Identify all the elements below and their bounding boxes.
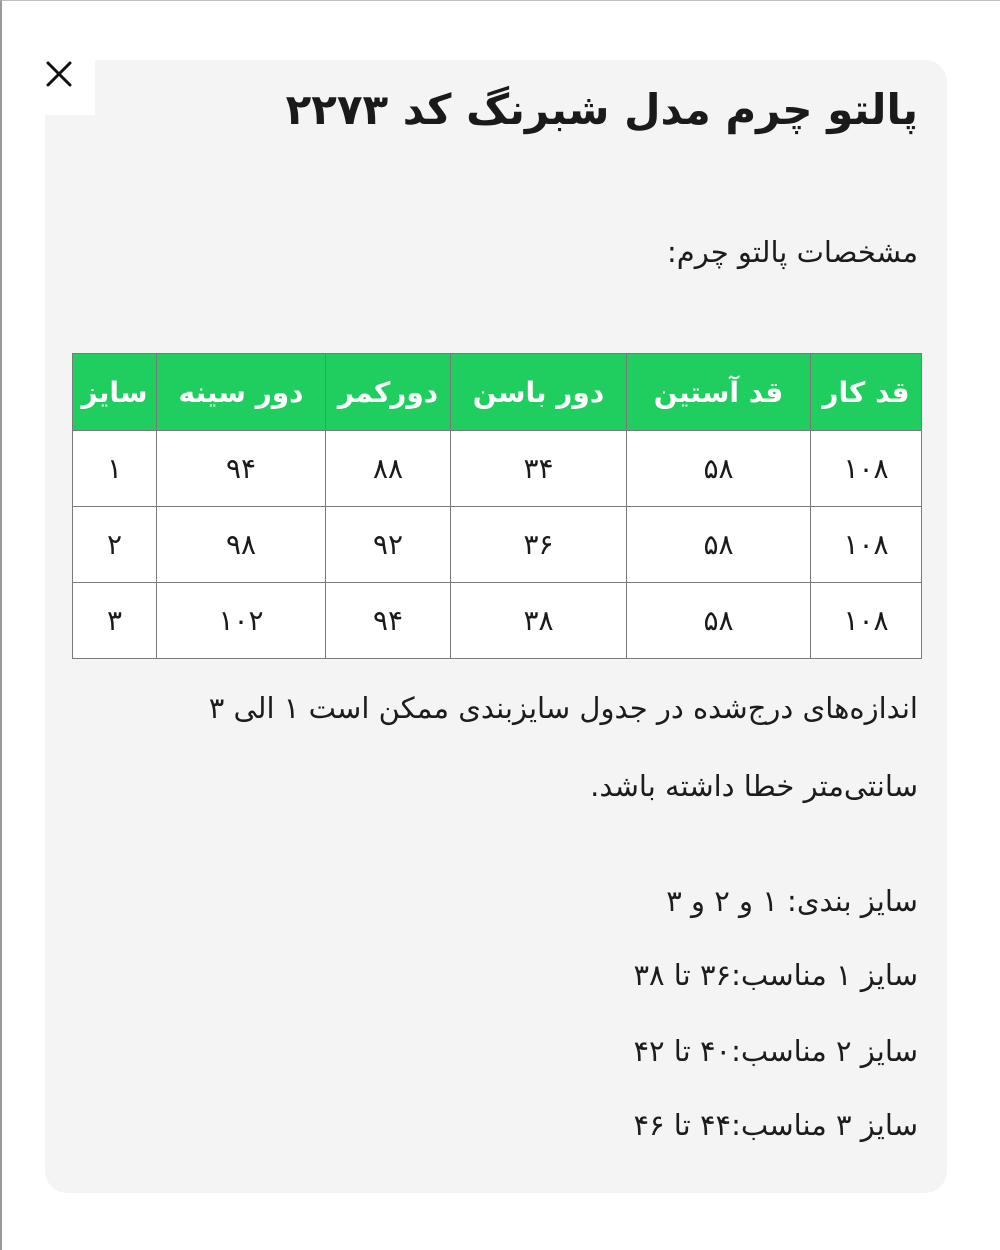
header-length: قد کار bbox=[811, 354, 922, 431]
table-cell: ۳۸ bbox=[451, 583, 627, 659]
table-cell: ۳۶ bbox=[451, 507, 627, 583]
table-cell: ۱۰۸ bbox=[811, 507, 922, 583]
header-sleeve: قد آستین bbox=[627, 354, 811, 431]
header-size: سایز bbox=[73, 354, 157, 431]
table-row bbox=[73, 431, 922, 507]
close-icon bbox=[46, 61, 72, 87]
table-cell: ۳ bbox=[73, 583, 157, 659]
size-range-info: سایز بندی: ۱ و ۲ و ۳ bbox=[666, 884, 918, 918]
table-cell: ۸۸ bbox=[326, 431, 451, 507]
table-cell: ۵۸ bbox=[627, 507, 811, 583]
table-row bbox=[73, 507, 922, 583]
table-cell: ۹۴ bbox=[326, 583, 451, 659]
table-header-row bbox=[73, 354, 922, 431]
table-cell: ۱۰۸ bbox=[811, 583, 922, 659]
size-3-fit: سایز ۳ مناسب:۴۴ تا ۴۶ bbox=[633, 1108, 918, 1142]
table-cell: ۱۰۸ bbox=[811, 431, 922, 507]
table-cell: ۲ bbox=[73, 507, 157, 583]
table-cell: ۱۰۲ bbox=[157, 583, 326, 659]
table-cell: ۹۲ bbox=[326, 507, 451, 583]
specs-heading: مشخصات پالتو چرم: bbox=[667, 235, 918, 269]
table-cell: ۱ bbox=[73, 431, 157, 507]
size-2-fit: سایز ۲ مناسب:۴۰ تا ۴۲ bbox=[633, 1034, 918, 1068]
table-cell: ۵۸ bbox=[627, 583, 811, 659]
header-hip: دور باسن bbox=[451, 354, 627, 431]
size-1-fit: سایز ۱ مناسب:۳۶ تا ۳۸ bbox=[633, 958, 918, 992]
header-chest: دور سینه bbox=[157, 354, 326, 431]
header-waist: دورکمر bbox=[326, 354, 451, 431]
table-row bbox=[73, 583, 922, 659]
product-title: پالتو چرم مدل شبرنگ کد ۲۲۷۳ bbox=[285, 85, 918, 134]
table-cell: ۳۴ bbox=[451, 431, 627, 507]
size-note: اندازه‌های درج‌شده در جدول سایزبندی ممکن است ۱ الی ۳ سانتی‌متر خطا داشته باشد. bbox=[208, 691, 918, 803]
size-table bbox=[72, 353, 922, 659]
table-cell: ۹۴ bbox=[157, 431, 326, 507]
table-cell: ۹۸ bbox=[157, 507, 326, 583]
table-cell: ۵۸ bbox=[627, 431, 811, 507]
close-button[interactable] bbox=[22, 42, 95, 115]
